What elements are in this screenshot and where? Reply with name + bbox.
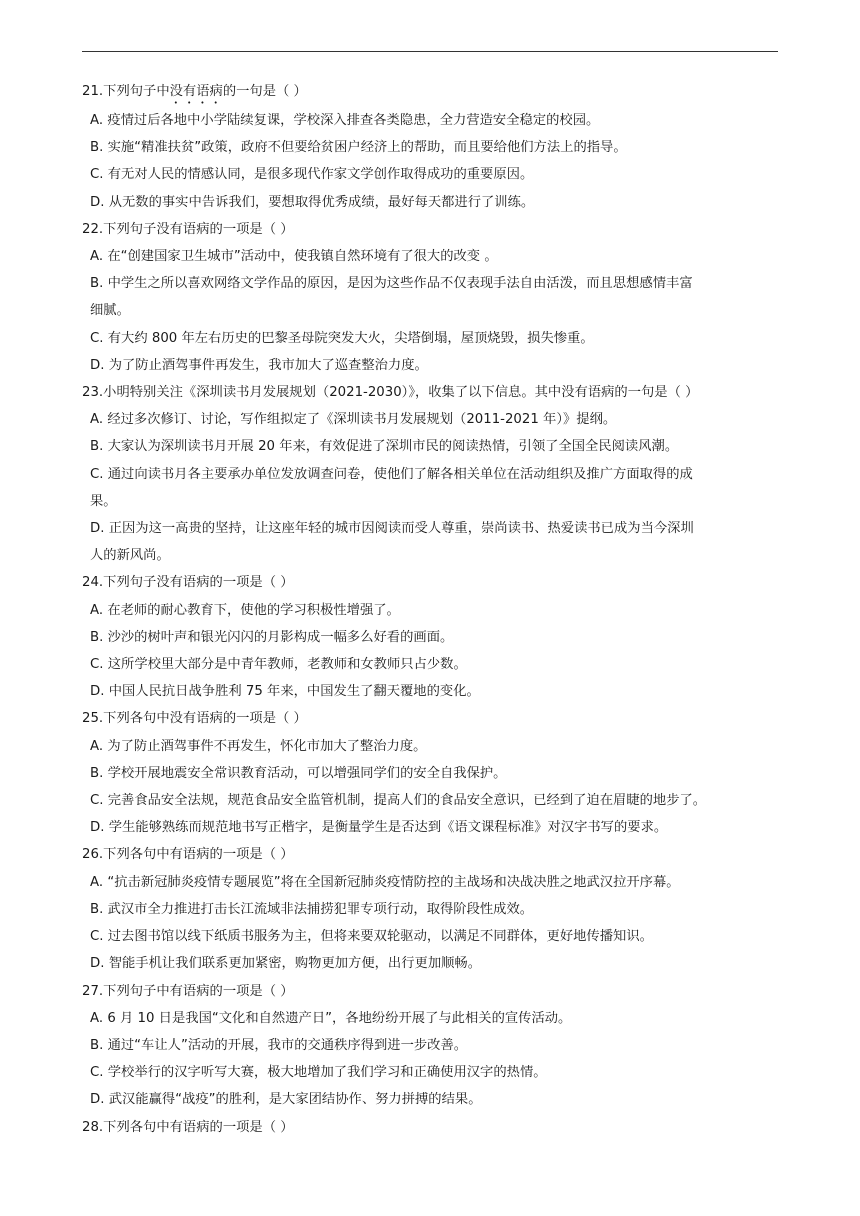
option-text-line: 果。 (90, 493, 117, 509)
option-text-line: A. 6 月 10 日是我国“文化和自然遗产日”，各地纷纷开展了与此相关的宣传活动。 (90, 1010, 572, 1026)
option-text-line: C. 完善食品安全法规，规范食品安全监管机制，提高人们的食品安全意识，已经到了迫在眉睫的地步了。 (90, 793, 707, 809)
option-text-line: D. 为了防止酒驾事件再发生，我市加大了巡查整治力度。 (90, 357, 428, 373)
answer-option (82, 1005, 782, 1032)
option-text-line: A. 为了防止酒驾事件不再发生，怀化市加大了整治力度。 (90, 738, 427, 754)
answer-option (82, 189, 782, 216)
question-stem-text: 的一句是（ ） (222, 84, 307, 99)
answer-option (82, 406, 782, 433)
option-text-line: D. 中国人民抗日战争胜利 75 年来，中国发生了翻天覆地的变化。 (90, 684, 480, 700)
answer-option (82, 624, 782, 651)
question-stem-text: 21.下列句子中 (82, 84, 170, 99)
answer-option (82, 923, 782, 950)
option-text-line: A. 在老师的耐心教育下，使他的学习积极性增强了。 (90, 602, 400, 618)
answer-option (82, 243, 782, 270)
answer-option (82, 950, 782, 977)
option-text-line: 细腻。 (90, 303, 130, 319)
option-text-line: C. 有无对人民的情感认同，是很多现代作家文学创作取得成功的重要原因。 (90, 167, 534, 183)
question-stem: 26.下列各句中有语病的一项是（ ） (82, 847, 294, 863)
option-text-line: D. 武汉能赢得“战疫”的胜利，是大家团结协作、努力拼搏的结果。 (90, 1092, 482, 1108)
answer-option (82, 515, 782, 569)
answer-option (82, 433, 782, 460)
question-stem: 28.下列各句中有语病的一项是（ ） (82, 1119, 294, 1135)
option-text-line: A. 经过多次修订、讨论，写作组拟定了《深圳读书月发展规划（2011-2021 年）》提纲。 (90, 412, 617, 428)
option-text-line: B. 武汉市全力推进打击长江流域非法捕捞犯罪专项行动，取得阶段性成效。 (90, 901, 534, 917)
answer-option (82, 760, 782, 787)
answer-option (82, 1032, 782, 1059)
option-text-line: C. 通过向读书月各主要承办单位发放调查问卷，使他们了解各相关单位在活动组织及推广方面取得的成 (90, 466, 693, 482)
answer-option (82, 896, 782, 923)
option-text-line: D. 正因为这一高贵的坚持，让这座年轻的城市因阅读而受人尊重，崇尚读书、热爱读书已成为当今深圳 (90, 521, 694, 537)
answer-option (82, 352, 782, 379)
option-text-line: B. 实施“精准扶贫”政策，政府不但要给贫困户经济上的帮助，而且要给他们方法上的指导。 (90, 140, 627, 156)
option-text-line: B. 通过“车让人”活动的开展，我市的交通秩序得到进一步改善。 (90, 1037, 468, 1053)
option-text-line: B. 中学生之所以喜欢网络文学作品的原因，是因为这些作品不仅表现手法自由活泼，而且思想感情丰富 (90, 276, 693, 292)
answer-option (82, 161, 782, 188)
option-text-line: C. 过去图书馆以线下纸质书服务为主，但将来要双轮驱动，以满足不同群体，更好地传播知识。 (90, 929, 653, 945)
question-stem: 22.下列句子没有语病的一项是（ ） (82, 221, 294, 237)
option-text-line: C. 这所学校里大部分是中青年教师，老教师和女教师只占少数。 (90, 657, 467, 673)
option-text-line: A. 疫情过后各地中小学陆续复课，学校深入排查各类隐患，全力营造安全稳定的校园。 (90, 113, 600, 128)
option-text-line: C. 学校举行的汉字听写大赛，极大地增加了我们学习和正确使用汉字的热情。 (90, 1065, 547, 1081)
question-stem: 27.下列句子中有语病的一项是（ ） (82, 983, 294, 999)
answer-option (82, 787, 782, 814)
question-stem: 24.下列句子没有语病的一项是（ ） (82, 575, 294, 591)
question-stem: 25.下列各句中没有语病的一项是（ ） (82, 711, 307, 727)
option-text-line: B. 沙沙的树叶声和银光闪闪的月影构成一幅多么好看的画面。 (90, 629, 454, 645)
answer-option (82, 651, 782, 678)
header-rule (82, 51, 778, 52)
question-stem: 23.小明特别关注《深圳读书月发展规划（2021-2030）》，收集了以下信息。其中没有语病的一句是（ ） (82, 385, 699, 401)
option-text-line: B. 学校开展地震安全常识教育活动，可以增强同学们的安全自我保护。 (90, 765, 507, 781)
option-text-line: 人的新风尚。 (90, 548, 170, 564)
option-text-line: D. 从无数的事实中告诉我们，要想取得优秀成绩，最好每天都进行了训练。 (90, 194, 535, 210)
option-text-line: D. 学生能够熟练而规范地书写正楷字，是衡量学生是否达到《语文课程标准》对汉字书写的要求。 (90, 820, 668, 836)
question-list (82, 78, 782, 1141)
question-stem (82, 78, 782, 107)
answer-option (82, 325, 782, 352)
option-text-line: A. 在“创建国家卫生城市”活动中，使我镇自然环境有了很大的改变 。 (90, 249, 498, 265)
option-text-line: C. 有大约 800 年左右历史的巴黎圣母院突发大火，尖塔倒塌，屋顶烧毁，损失惨重。 (90, 330, 594, 346)
answer-option (82, 733, 782, 760)
answer-option (82, 1086, 782, 1113)
answer-option (82, 814, 782, 841)
option-text-line: B. 大家认为深圳读书月开展 20 年来，有效促进了深圳市民的阅读热情，引领了全国全民阅读风潮。 (90, 439, 679, 455)
option-text-line: A. “抗击新冠肺炎疫情专题展览”将在全国新冠肺炎疫情防控的主战场和决战决胜之地武汉拉开序幕。 (90, 874, 680, 890)
answer-option (82, 270, 782, 324)
answer-option (82, 597, 782, 624)
answer-option (82, 678, 782, 705)
answer-option (82, 869, 782, 896)
answer-option (82, 134, 782, 161)
option-text-line: D. 智能手机让我们联系更加紧密，购物更加方便，出行更加顺畅。 (90, 956, 482, 972)
answer-option (82, 107, 782, 134)
emphasis-text: 没有语病 (169, 84, 223, 99)
answer-option (82, 1059, 782, 1086)
answer-option (82, 461, 782, 515)
